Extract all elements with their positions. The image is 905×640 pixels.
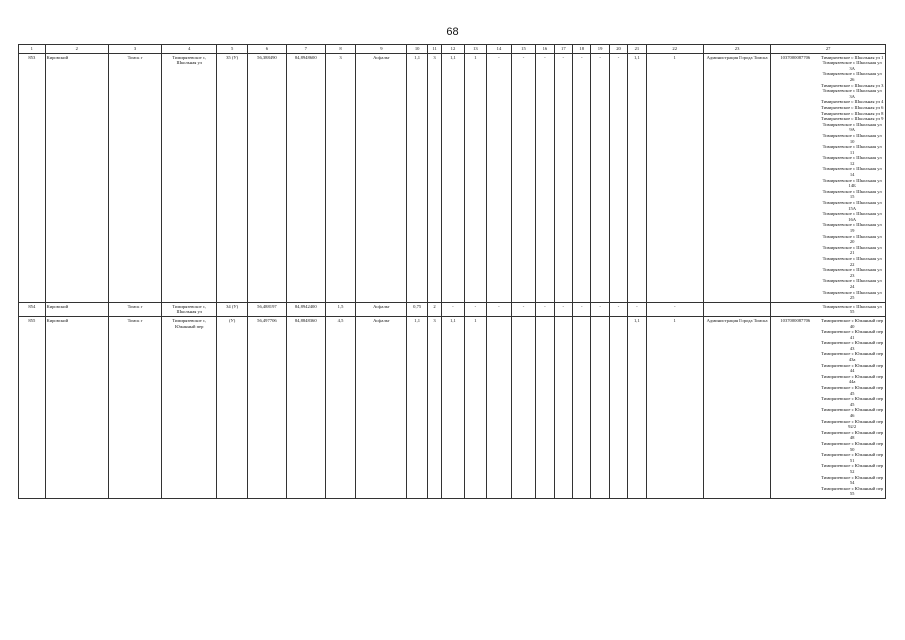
address-item: Тимирязевское с Школьная ул 25 [822, 289, 882, 301]
page-number: 68 [446, 26, 459, 38]
table-cell: Тимирязевское с, Школьная ул [162, 53, 217, 302]
table-cell: 1 [464, 316, 486, 498]
address-item: Тимирязевское с Школьная ул 16А [822, 211, 882, 222]
table-cell: 1,1 [628, 316, 646, 498]
address-item: Тимирязевское с Школьная ул 14Б [822, 177, 882, 189]
table-cell: 84,8942400 [286, 302, 325, 316]
column-number-cell: 1 [19, 45, 46, 54]
addresses-cell [771, 53, 886, 302]
address-item: Тимирязевское с Школьная ул 4 [820, 99, 884, 105]
address-item: Тимирязевское с Южанный пер 92/2 [821, 418, 884, 430]
owner-cell [703, 302, 770, 316]
address-list [819, 303, 885, 316]
column-number-cell: 7 [286, 45, 325, 54]
ogrn-value: 1037000087706 [780, 317, 811, 323]
table-cell: - [554, 302, 572, 316]
table-cell: Асфальт [356, 53, 407, 302]
table-cell: 853 [19, 53, 46, 302]
address-item: Тимирязевское с Школьная ул 22 [822, 255, 882, 267]
register-table [18, 44, 886, 499]
address-item: Тимирязевское с Южанный пер 41 [821, 329, 884, 340]
column-number-cell: 5 [217, 45, 248, 54]
table-cell: 3 [427, 53, 441, 302]
address-item: Тимирязевское с Школьная ул 24 [822, 278, 882, 289]
table-cell: 1,1 [407, 316, 427, 498]
column-number-cell: 18 [573, 45, 591, 54]
column-number-cell: 8 [325, 45, 356, 54]
table-cell: (У) [217, 316, 248, 498]
table-cell: Томск г [108, 53, 161, 302]
address-item: Тимирязевское с Школьная ул 3 [820, 82, 884, 88]
table-cell: - [536, 302, 554, 316]
address-item: Тимирязевское с Школьная ул 3А [822, 60, 882, 71]
table-cell: 1,1 [407, 53, 427, 302]
column-number-cell: 11 [427, 45, 441, 54]
table-cell: - [536, 53, 554, 302]
table-cell: - [487, 302, 512, 316]
table-cell: Кировский [45, 53, 108, 302]
address-item: Тимирязевское с Южанный пер 40 [821, 317, 884, 329]
table-cell [573, 316, 591, 498]
address-item: Тимирязевское с Южанный пер 43 [821, 340, 884, 351]
address-item: Тимирязевское с Южанный пер 52 [821, 463, 884, 474]
table-cell: - [609, 302, 627, 316]
table-cell: Кировский [45, 302, 108, 316]
table-cell: 1,5 [325, 302, 356, 316]
table-cell: - [511, 302, 536, 316]
column-number-cell: 15 [511, 45, 536, 54]
address-item: Тимирязевское с Школьная ул 9 [820, 116, 884, 122]
addresses-cell [771, 302, 886, 316]
address-item: Тимирязевское с Школьная ул 15 [822, 188, 882, 200]
address-item: Тимирязевское с Школьная ул 10 [822, 132, 882, 144]
table-cell: 3 [325, 53, 356, 302]
column-number-cell: 27 [771, 45, 886, 54]
column-number-cell: 6 [247, 45, 286, 54]
column-number-cell: 19 [591, 45, 609, 54]
column-number-cell: 4 [162, 45, 217, 54]
table-cell: 1,1 [442, 53, 464, 302]
address-item: Тимирязевское с Школьная ул 1 [820, 54, 884, 60]
address-item: Тимирязевское с Южанный пер 46 [821, 407, 884, 418]
table-cell: Кировский [45, 316, 108, 498]
address-item: Тимирязевское с Южанный пер 54 [821, 474, 884, 486]
address-item: Тимирязевское с Южанный пер 43а [821, 351, 884, 363]
table-cell: - [554, 53, 572, 302]
address-item: Тимирязевское с Школьная ул 12 [822, 155, 882, 166]
table-cell: Томск г [108, 316, 161, 498]
owner-cell: Администрация Города Томска [703, 53, 770, 302]
address-item: Тимирязевское с Южанный пер 51 [821, 452, 884, 463]
table-cell: 3 [427, 316, 441, 498]
column-number-cell: 20 [609, 45, 627, 54]
address-item: Тимирязевское с Школьная ул 55 [822, 303, 882, 315]
address-item: Тимирязевское с Школьная ул 15А [822, 200, 882, 211]
address-item: Тимирязевское с Школьная ул 3А [822, 88, 882, 99]
addresses-cell [771, 316, 886, 498]
table-cell: 2 [427, 302, 441, 316]
table-cell: 56,488197 [247, 302, 286, 316]
table-cell [609, 316, 627, 498]
address-item: Тимирязевское с Школьная ул 26 [822, 71, 882, 82]
address-item: Тимирязевское с Школьная ул 9А [822, 121, 882, 133]
table-cell: - [487, 53, 512, 302]
ogrn-value [771, 303, 819, 316]
table-cell: 0,75 [407, 302, 427, 316]
table-cell [487, 316, 512, 498]
table-cell: 855 [19, 316, 46, 498]
column-number-cell: 21 [628, 45, 646, 54]
address-list [819, 317, 885, 498]
column-number-cell: 3 [108, 45, 161, 54]
table-cell: 4,5 [325, 316, 356, 498]
address-list [819, 54, 885, 302]
table-cell: 1,1 [628, 53, 646, 302]
owner-cell: Администрация Города Томска [703, 316, 770, 498]
table-cell [511, 316, 536, 498]
column-number-cell: 13 [464, 45, 486, 54]
table-cell: Тимирязевское с, Южанный пер [162, 316, 217, 498]
table-cell: 1,1 [442, 316, 464, 498]
address-item: Тимирязевское с Южанный пер 45 [821, 385, 884, 396]
table-cell: - [591, 302, 609, 316]
table-cell: 35 (У) [217, 53, 248, 302]
table-row [19, 302, 886, 316]
table-cell: - [573, 53, 591, 302]
column-number-cell: 17 [554, 45, 572, 54]
table-cell: - [511, 53, 536, 302]
table-cell: Асфальт [356, 316, 407, 498]
table-cell: 56,497706 [247, 316, 286, 498]
table-cell: 1 [464, 53, 486, 302]
address-item: Тимирязевское с Южанный пер 48 [821, 429, 884, 441]
address-item: Тимирязевское с Школьная ул 21 [822, 244, 882, 256]
address-item: Тимирязевское с Школьная ул 11 [822, 144, 882, 155]
address-item: Тимирязевское с Школьная ул 19 [822, 222, 882, 233]
address-item: Тимирязевское с Южанный пер 45 [821, 396, 884, 407]
address-item: Тимирязевское с Южанный пер 44а [821, 373, 884, 385]
column-number-row [19, 45, 886, 54]
table-cell: 56,388490 [247, 53, 286, 302]
column-number-cell: 9 [356, 45, 407, 54]
column-number-cell: 16 [536, 45, 554, 54]
table-cell: Томск г [108, 302, 161, 316]
table-cell [591, 316, 609, 498]
column-number-cell: 23 [703, 45, 770, 54]
address-item: Тимирязевское с Школьная ул 20 [822, 233, 882, 245]
table-cell: - [609, 53, 627, 302]
address-item: Тимирязевское с Школьная ул 23 [822, 267, 882, 278]
table-cell: 1 [646, 316, 703, 498]
column-number-cell: 14 [487, 45, 512, 54]
table-row [19, 316, 886, 498]
table-cell: 1 [646, 53, 703, 302]
column-number-cell: 12 [442, 45, 464, 54]
column-number-cell: 22 [646, 45, 703, 54]
column-number-cell: 2 [45, 45, 108, 54]
address-item: Тимирязевское с Школьная ул 14 [822, 166, 882, 178]
table-cell: Тимирязевское с, Школьная ул [162, 302, 217, 316]
table-cell [554, 316, 572, 498]
table-cell: - [573, 302, 591, 316]
table-cell: - [591, 53, 609, 302]
table-cell: - [464, 302, 486, 316]
address-item: Тимирязевское с Южанный пер 55 [821, 485, 884, 497]
table-cell: 84,8848360 [286, 316, 325, 498]
table-cell [536, 316, 554, 498]
table-cell: - [646, 302, 703, 316]
table-cell: - [442, 302, 464, 316]
table-cell: 854 [19, 302, 46, 316]
address-item: Тимирязевское с Школьная ул 8 [820, 110, 884, 116]
table-cell: Асфальт [356, 302, 407, 316]
table-row [19, 53, 886, 302]
column-number-cell: 10 [407, 45, 427, 54]
table-cell: 84,8948600 [286, 53, 325, 302]
ogrn-value: 1037000087706 [780, 54, 811, 60]
table-cell: - [628, 302, 646, 316]
address-item: Тимирязевское с Южанный пер 44 [821, 362, 884, 374]
table-cell: 34 (У) [217, 302, 248, 316]
address-item: Тимирязевское с Школьная ул 6 [820, 104, 884, 110]
address-item: Тимирязевское с Южанный пер 50 [821, 440, 884, 452]
